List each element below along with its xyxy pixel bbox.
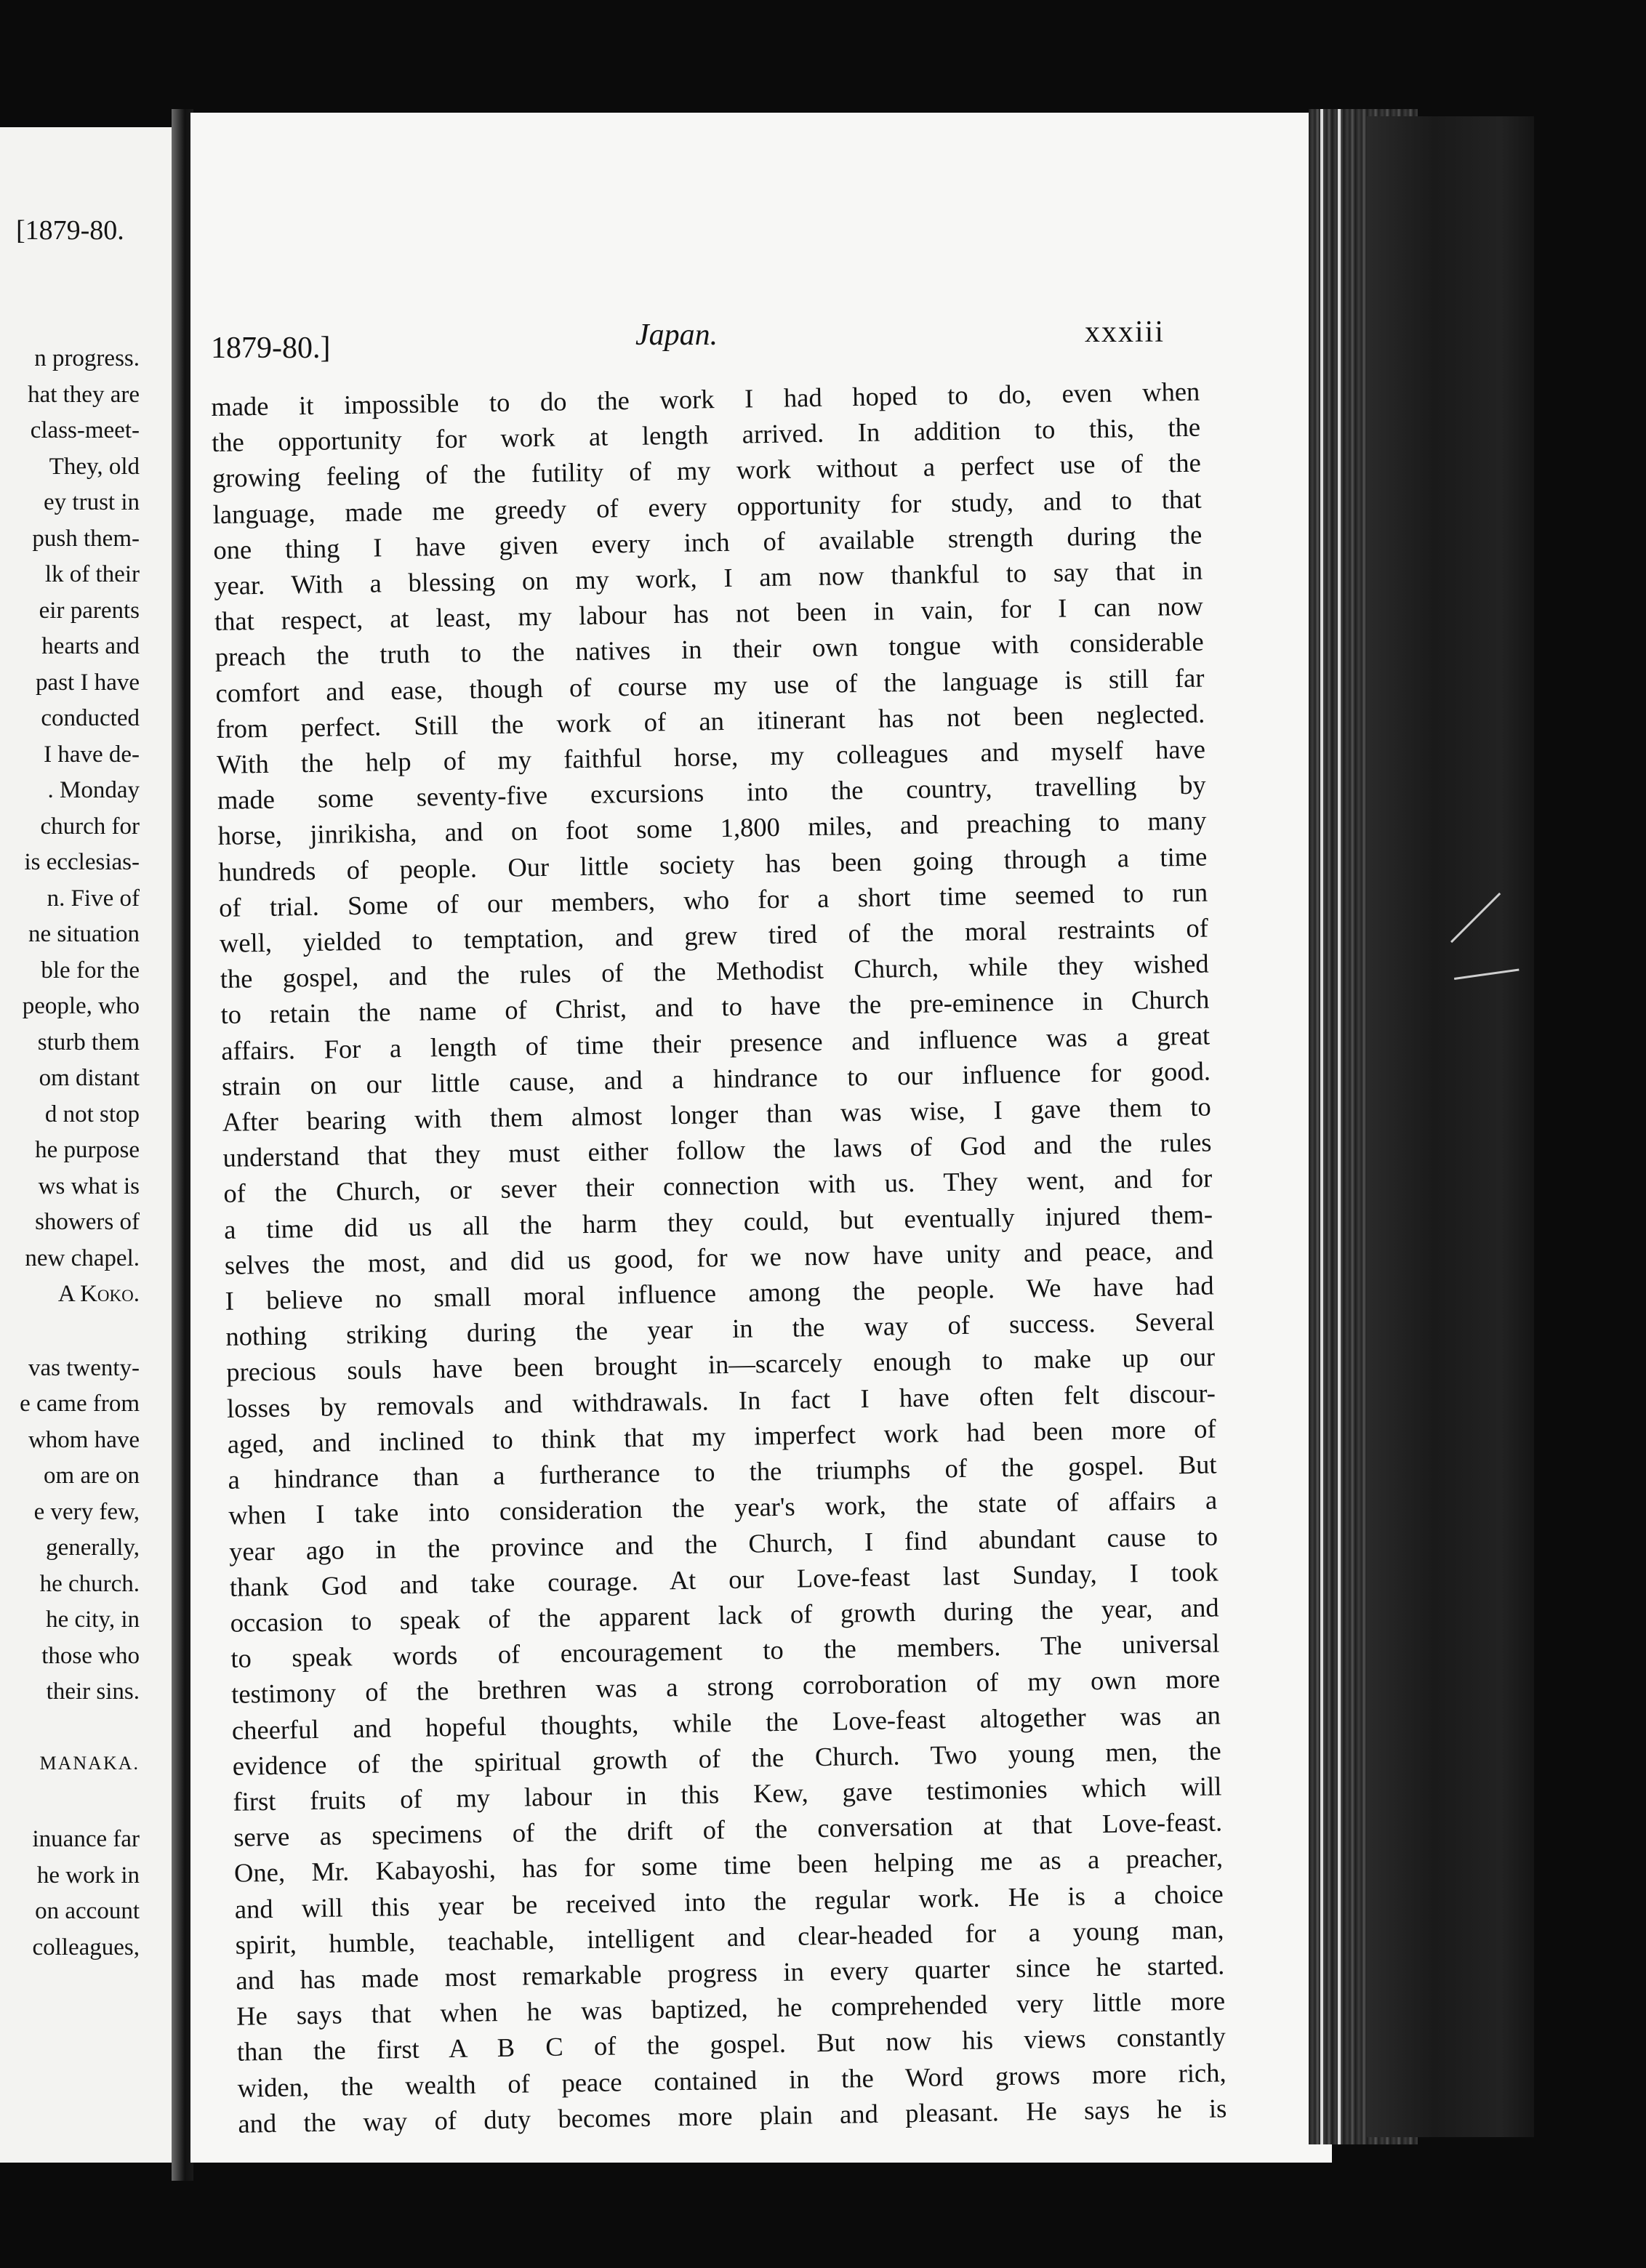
- text-line: testimony of the brethren was a strong corroboration of my own more: [230, 1663, 1221, 1710]
- page-edge-line: [1320, 109, 1323, 2144]
- text-line: I believe no small moral influence among the people. We have had: [225, 1270, 1214, 1316]
- text-line: the gospel, and the rules of the Methodist Church, while they wished: [220, 948, 1209, 994]
- text-line: selves the most, and did us good, for we now have unity and peace, and: [224, 1234, 1214, 1280]
- text-line: of the Church, or sever their connection with us. They went, and for: [223, 1162, 1213, 1209]
- left-page-line: conducted: [41, 705, 140, 731]
- text-line: made some seventy-five excursions into the country, travelling by: [217, 769, 1207, 816]
- text-line: thank God and take courage. At our Love-feast last Sunday, I took: [229, 1556, 1219, 1602]
- text-line: aged, and inclined to think that my imperfect work had been more of: [227, 1413, 1216, 1459]
- text-line: when I take into consideration the year's work, the state of affairs a: [228, 1484, 1218, 1531]
- text-line: strain on our little cause, and a hindrance to our influence for good.: [221, 1055, 1211, 1101]
- text-line: language, made me greedy of every opportunity for study, and to that: [212, 483, 1202, 529]
- left-page-line: new chapel.: [25, 1244, 140, 1271]
- text-line: the opportunity for work at length arrived. In addition to this, the: [211, 411, 1201, 458]
- left-page-line: showers of: [35, 1209, 140, 1235]
- text-line: made it impossible to do the work I had hoped to do, even when: [211, 376, 1200, 422]
- text-line: a hindrance than a furtherance to the triumphs of the gospel. But: [228, 1449, 1217, 1495]
- text-line: occasion to speak of the apparent lack of growth during the year, and: [230, 1592, 1219, 1638]
- left-page-line: e came from: [20, 1391, 140, 1417]
- text-line: comfort and ease, though of course my use of the language is still far: [215, 662, 1205, 708]
- left-page-line: n progress.: [34, 345, 140, 371]
- cover-mark: [1454, 968, 1519, 979]
- text-line: evidence of the spiritual growth of the Church. Two young men, the: [232, 1735, 1221, 1781]
- text-line: and will this year be received into the regular work. He is a choice: [234, 1878, 1224, 1924]
- running-head-year: 1879-80.]: [211, 331, 331, 365]
- text-line: With the help of my faithful horse, my colleagues and myself have: [216, 733, 1206, 779]
- text-line: to speak words of encouragement to the members. The universal: [230, 1628, 1220, 1673]
- left-page-line: vas twenty-: [28, 1354, 140, 1381]
- left-page-line: I have de-: [44, 741, 140, 768]
- text-line: to retain the name of Christ, and to have the pre-eminence in Church: [220, 984, 1210, 1030]
- text-line: growing feeling of the futility of my work without a perfect use of the: [212, 448, 1202, 494]
- left-page-line: colleagues,: [32, 1934, 140, 1961]
- text-line: that respect, at least, my labour has not been in vain, for I can now: [214, 590, 1204, 637]
- left-page-line: push them-: [32, 525, 140, 552]
- text-line: hundreds of people. Our little society has been going through a time: [218, 841, 1208, 887]
- left-page: [0, 127, 174, 2163]
- left-page-line: om distant: [39, 1065, 140, 1091]
- left-page-line: e very few,: [33, 1498, 140, 1525]
- text-line: year ago in the province and the Church, I find abundant cause to: [228, 1520, 1219, 1567]
- left-page-line: ble for the: [41, 957, 140, 984]
- left-running-head: [1879-80.: [16, 215, 124, 246]
- left-page-line: . Monday: [47, 777, 140, 803]
- text-line: from perfect. Still the work of an itinerant has not been neglected.: [216, 698, 1205, 744]
- left-page-line: hearts and: [41, 633, 140, 659]
- left-page-line: They, old: [49, 453, 140, 480]
- text-line: He says that when he was baptized, he comprehended very little more: [236, 1985, 1226, 2031]
- left-page-line: MANAKA.: [39, 1752, 140, 1774]
- left-page-line: people, who: [22, 993, 140, 1019]
- text-line: preach the truth to the natives in their own tongue with considerable: [214, 627, 1204, 672]
- text-line: and the way of duty becomes more plain and pleasant. He says he is: [238, 2093, 1227, 2139]
- left-page-line: d not stop: [44, 1101, 140, 1127]
- left-page-line: past I have: [36, 669, 140, 696]
- text-line: of trial. Some of our members, who for a short time seemed to run: [218, 877, 1208, 922]
- left-page-line: church for: [40, 813, 140, 840]
- text-line: losses by removals and withdrawals. In fact I have often felt discour-: [226, 1378, 1216, 1423]
- page-number: xxxiii: [1085, 315, 1165, 349]
- left-page-line: ey trust in: [44, 489, 140, 515]
- cover-mark: [1450, 893, 1501, 943]
- left-page-line: their sins.: [46, 1678, 140, 1705]
- left-page-line: ws what is: [38, 1173, 140, 1199]
- text-line: serve as specimens of the drift of the conversation at that Love-feast.: [233, 1806, 1223, 1852]
- left-page-line: generally,: [46, 1535, 140, 1561]
- page-edge-line: [1338, 109, 1341, 2144]
- left-page-line: whom have: [28, 1426, 140, 1453]
- text-line: nothing striking during the year in the way of success. Several: [225, 1306, 1215, 1352]
- left-page-line: n. Five of: [47, 885, 140, 912]
- body-text: [211, 374, 1227, 2142]
- text-line: year. With a blessing on my work, I am now thankful to say that in: [213, 555, 1203, 600]
- text-line: a time did us all the harm they could, but eventually injured them-: [223, 1199, 1213, 1244]
- left-page-line: those who: [41, 1642, 140, 1669]
- right-page: [190, 113, 1332, 2163]
- left-page-line: lk of their: [44, 561, 140, 587]
- left-page-line: on account: [35, 1898, 140, 1924]
- left-page-line: om are on: [44, 1463, 140, 1489]
- left-page-line: A Koko.: [57, 1281, 140, 1307]
- text-line: first fruits of my labour in this Kew, gave testimonies which will: [233, 1771, 1222, 1817]
- text-line: horse, jinrikisha, and on foot some 1,800 miles, and preaching to many: [217, 805, 1207, 851]
- running-head-title: Japan.: [635, 318, 718, 352]
- left-page-line: he work in: [36, 1862, 140, 1889]
- text-line: After bearing with them almost longer than was wise, I gave them to: [222, 1091, 1211, 1137]
- text-line: spirit, humble, teachable, intelligent and clear-headed for a young man,: [235, 1914, 1224, 1960]
- left-page-line: he purpose: [35, 1137, 140, 1163]
- book-cover: [1367, 116, 1534, 2137]
- left-page-line: hat they are: [28, 381, 140, 408]
- text-line: One, Mr. Kabayoshi, has for some time been helping me as a preacher,: [233, 1842, 1224, 1889]
- left-page-line: he church.: [39, 1570, 140, 1597]
- text-line: understand that they must either follow the laws of God and the rules: [222, 1127, 1212, 1173]
- left-page-line: ne situation: [28, 921, 140, 947]
- text-line: and has made most remarkable progress in every quarter since he started.: [236, 1950, 1225, 1995]
- left-page-line: inuance far: [32, 1826, 140, 1852]
- left-page-line: eir parents: [39, 597, 140, 624]
- text-line: one thing I have given every inch of available strength during the: [213, 519, 1203, 565]
- left-page-line: is ecclesias-: [24, 849, 140, 875]
- text-line: well, yielded to temptation, and grew tired of the moral restraints of: [219, 912, 1209, 958]
- left-page-line: sturb them: [37, 1029, 140, 1055]
- left-page-line: class-meet-: [30, 417, 140, 443]
- text-line: precious souls have been brought in—scarcely enough to make up our: [225, 1341, 1216, 1388]
- text-line: cheerful and hopeful thoughts, while the Love-feast altogether was an: [231, 1699, 1221, 1745]
- left-page-line: he city, in: [46, 1606, 140, 1633]
- text-line: than the first A B C of the gospel. But now his views constantly: [236, 2021, 1227, 2067]
- text-line: widen, the wealth of peace contained in the Word grows more rich,: [237, 2056, 1227, 2103]
- text-line: affairs. For a length of time their presence and influence was a great: [220, 1020, 1211, 1066]
